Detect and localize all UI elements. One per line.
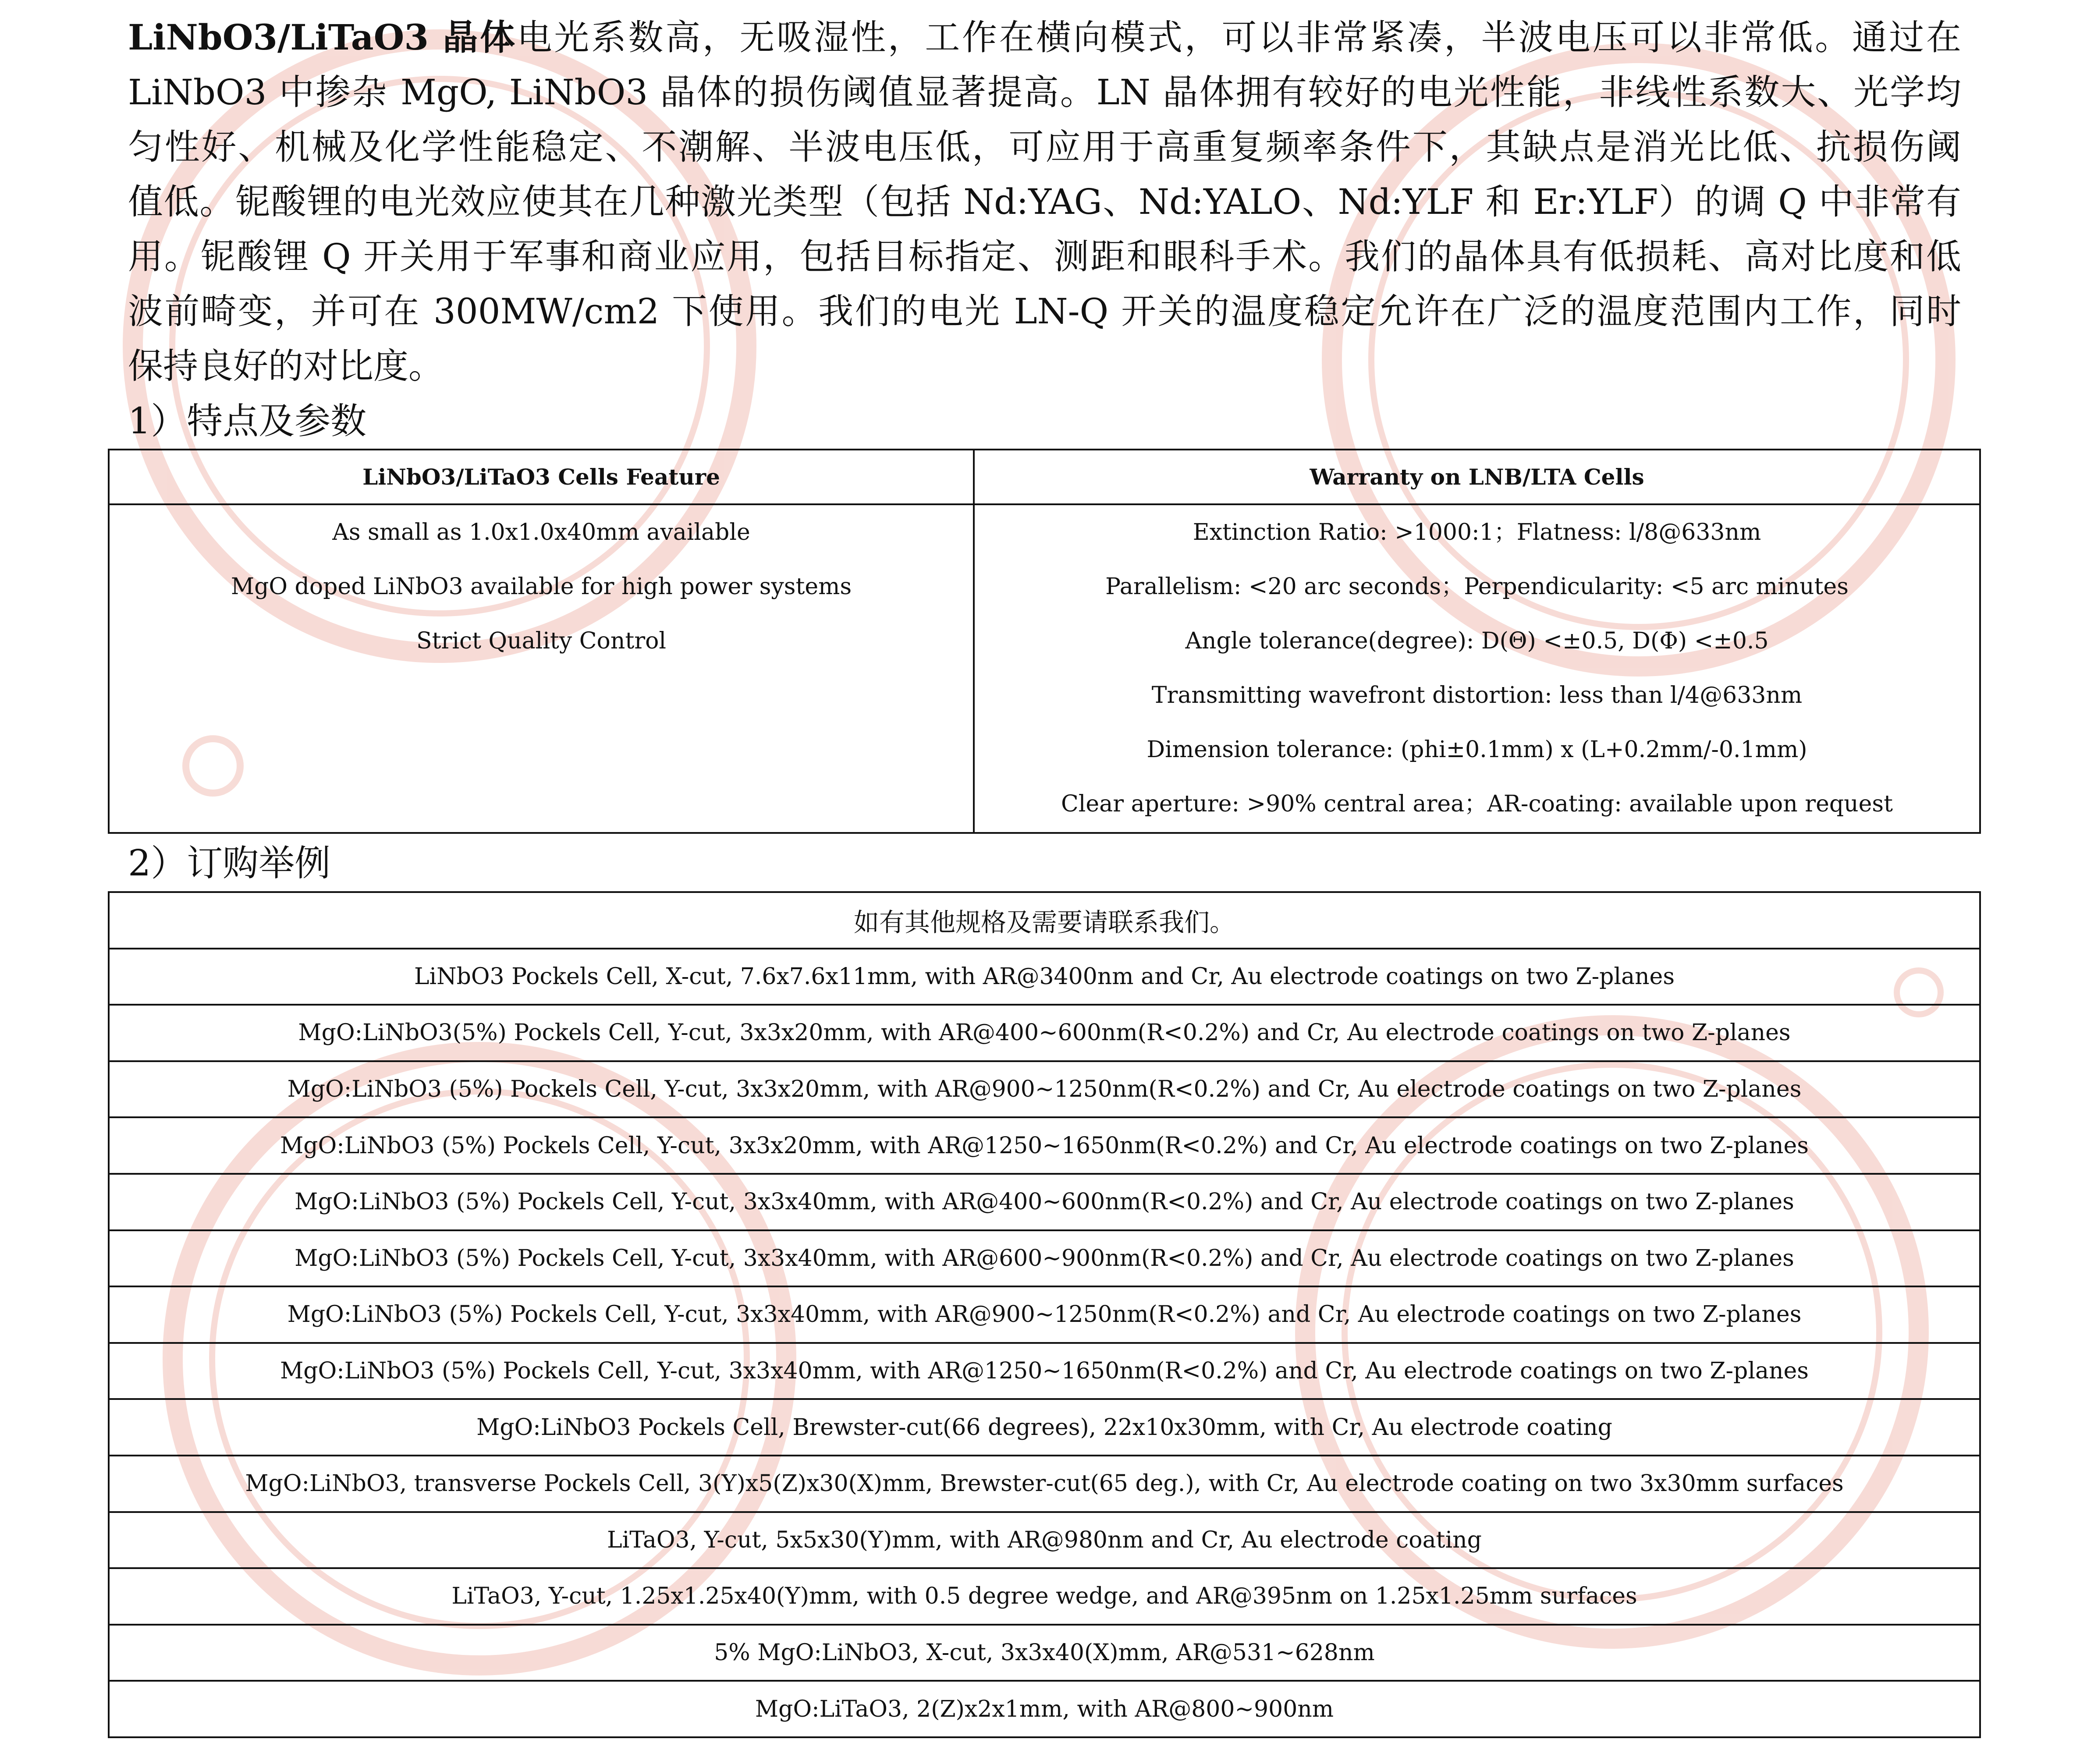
intro-line: 保持良好的对比度。 (128, 346, 444, 386)
feature-item: Strict Quality Control (416, 628, 667, 654)
features-table-body (110, 505, 1979, 832)
features-column-header: LiNbO3/LiTaO3 Cells Feature (110, 450, 975, 503)
order-example-row: LiTaO3, Y-cut, 5x5x30(Y)mm, with AR@980nm and Cr, Au electrode coating (110, 1511, 1979, 1568)
intro-line: LiNbO3 中掺杂 MgO, LiNbO3 晶体的损伤阈值显著提高。LN 晶体拥有较好的电光性能，非线性系数大、光学均 (128, 72, 1961, 113)
order-example-row: MgO:LiNbO3 Pockels Cell, Brewster-cut(66 degrees), 22x10x30mm, with Cr, Au electrode coating (110, 1398, 1979, 1455)
warranty-item: Dimension tolerance: (phi±0.1mm) x (L+0.2mm/-0.1mm) (1146, 737, 1807, 763)
feature-item: As small as 1.0x1.0x40mm available (332, 519, 750, 545)
order-example-row: MgO:LiNbO3, transverse Pockels Cell, 3(Y)x5(Z)x30(X)mm, Brewster-cut(65 deg.), with Cr, Au electrode coating on two 3x30mm surfaces (110, 1455, 1979, 1511)
warranty-item: Transmitting wavefront distortion: less than l/4@633nm (1151, 682, 1803, 708)
order-example-row: MgO:LiNbO3 (5%) Pockels Cell, Y-cut, 3x3x40mm, with AR@400~600nm(R<0.2%) and Cr, Au electrode coatings on two Z-planes (110, 1173, 1979, 1229)
intro-line: 值低。铌酸锂的电光效应使其在几种激光类型（包括 Nd:YAG、Nd:YALO、Nd:YLF 和 Er:YLF）的调 Q 中非常有 (128, 181, 1961, 222)
intro-paragraph (128, 10, 1961, 393)
warranty-item: Parallelism: <20 arc seconds；Perpendicularity: <5 arc minutes (1105, 574, 1849, 600)
order-example-row: MgO:LiNbO3 (5%) Pockels Cell, Y-cut, 3x3x40mm, with AR@1250~1650nm(R<0.2%) and Cr, Au electrode coatings on two Z-planes (110, 1342, 1979, 1399)
warranty-list (975, 505, 1979, 832)
ordering-note: 如有其他规格及需要请联系我们。 (853, 907, 1235, 938)
warranty-item: Clear aperture: >90% central area；AR-coating: available upon request (1061, 791, 1893, 817)
intro-lead-bold: LiNbO3/LiTaO3 晶体 (128, 17, 517, 58)
features-table-header-row (110, 450, 1979, 505)
intro-line: 匀性好、机械及化学性能稳定、不潮解、半波电压低，可应用于高重复频率条件下，其缺点是消光比低、抗损伤阈 (128, 127, 1961, 167)
warranty-item: Extinction Ratio: >1000:1；Flatness: l/8@633nm (1193, 519, 1761, 545)
order-example-row: LiNbO3 Pockels Cell, X-cut, 7.6x7.6x11mm, with AR@3400nm and Cr, Au electrode coatings on two Z-planes (110, 948, 1979, 1004)
section-heading-features: 1）特点及参数 (128, 400, 367, 442)
order-example-row: MgO:LiNbO3 (5%) Pockels Cell, Y-cut, 3x3x20mm, with AR@1250~1650nm(R<0.2%) and Cr, Au electrode coatings on two Z-planes (110, 1116, 1979, 1173)
order-example-row: LiTaO3, Y-cut, 1.25x1.25x40(Y)mm, with 0.5 degree wedge, and AR@395nm on 1.25x1.25mm surfaces (110, 1567, 1979, 1624)
order-example-row: MgO:LiNbO3(5%) Pockels Cell, Y-cut, 3x3x20mm, with AR@400~600nm(R<0.2%) and Cr, Au electrode coatings on two Z-planes (110, 1004, 1979, 1060)
order-example-row: MgO:LiNbO3 (5%) Pockels Cell, Y-cut, 3x3x40mm, with AR@600~900nm(R<0.2%) and Cr, Au electrode coatings on two Z-planes (110, 1229, 1979, 1286)
features-list (110, 505, 975, 832)
ordering-table (108, 891, 1981, 1738)
warranty-item: Angle tolerance(degree): D(Θ) <±0.5, D(Φ) <±0.5 (1185, 628, 1769, 654)
feature-item: MgO doped LiNbO3 available for high power systems (231, 574, 852, 600)
warranty-column-header: Warranty on LNB/LTA Cells (1310, 464, 1644, 490)
order-example-row: 5% MgO:LiNbO3, X-cut, 3x3x40(X)mm, AR@531~628nm (110, 1624, 1979, 1680)
intro-line-text: 电光系数高，无吸湿性，工作在横向模式，可以非常紧凑，半波电压可以非常低。通过在 (517, 17, 1961, 58)
order-example-row: MgO:LiNbO3 (5%) Pockels Cell, Y-cut, 3x3x40mm, with AR@900~1250nm(R<0.2%) and Cr, Au electrode coatings on two Z-planes (110, 1286, 1979, 1342)
order-example-row: MgO:LiNbO3 (5%) Pockels Cell, Y-cut, 3x3x20mm, with AR@900~1250nm(R<0.2%) and Cr, Au electrode coatings on two Z-planes (110, 1060, 1979, 1117)
intro-line (128, 10, 1961, 65)
features-table (108, 449, 1981, 834)
intro-line: 用。铌酸锂 Q 开关用于军事和商业应用，包括目标指定、测距和眼科手术。我们的晶体具有低损耗、高对比度和低 (128, 236, 1961, 277)
section-heading-ordering: 2）订购举例 (128, 843, 331, 884)
order-example-row: MgO:LiTaO3, 2(Z)x2x1mm, with AR@800~900nm (110, 1680, 1979, 1736)
intro-line: 波前畸变，并可在 300MW/cm2 下使用。我们的电光 LN-Q 开关的温度稳定允许在广泛的温度范围内工作，同时 (128, 291, 1961, 332)
